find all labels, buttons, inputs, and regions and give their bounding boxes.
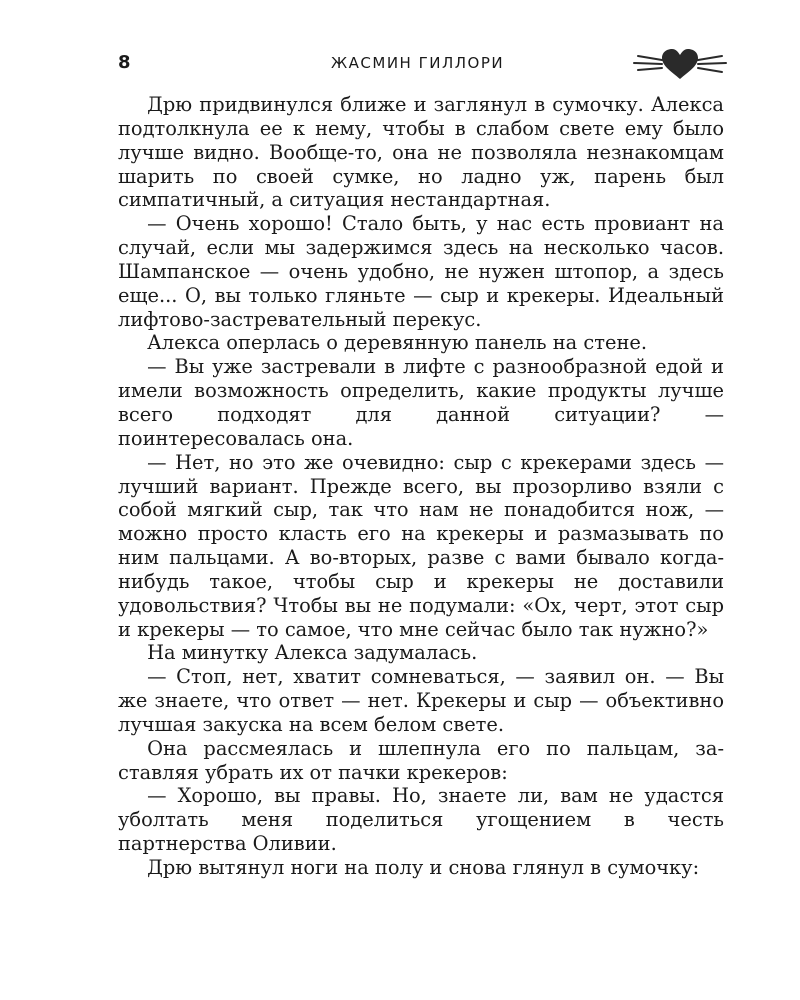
paragraph: Дрю вытянул ноги на полу и снова глянул в сумочку: — [147, 856, 700, 879]
paragraph: — Вы уже застревали в лифте с разнообразной едой и имели возможность определить, какие продукты лучше всего подходят для данной ситуации? — поинтересовалась она. — [118, 355, 724, 450]
paragraph: Алекса оперлась о деревянную панель на стене. — [147, 331, 648, 355]
page-number: 8 — [118, 52, 131, 73]
paragraph: — Нет, но это же очевидно: сыр с крекерами здесь — лучший вариант. Прежде всего, вы прозорливо взяли с собой мягкий сыр, так что нам не понадобится нож, — можно просто класть его на крекеры и размазывать по ним пальцами. А во-вторых, разве с вами бывало когда-нибудь такое, чтобы сыр и крекеры не доставили удовольствия? Чтобы вы не подумали: «Ох, черт, этот сыр и крекеры — то самое, что мне сейчас было так нужно?» — [118, 450, 724, 641]
text-body — [118, 93, 724, 880]
paragraph: На минутку Алекса задумалась. — [147, 641, 478, 665]
paragraph: Дрю придвинулся ближе и заглянул в сумочку. Алекса подтолкнула ее к нему, чтобы в слабом свете ему было лучше видно. Вообще-то, она не позволяла незнакомцам шарить по своей сумке, но ладно уж, парень был симпатичный, а ситуация нестандартная. — [118, 93, 724, 212]
paragraph: Она рассмеялась и шлепнула его по пальцам, заставляя убрать их от пачки крекеров: — [118, 736, 724, 784]
paragraph: — Стоп, нет, хватит сомневаться, — заявил он. — Вы же знаете, что ответ — нет. Крекеры и сыр — объективно лучшая закуска на всем белом свете. — [118, 665, 724, 736]
running-head-author: ЖАСМИН ГИЛЛОРИ — [331, 54, 505, 72]
heart-with-lines-icon — [632, 46, 728, 86]
paragraph: — Хорошо, вы правы. Но, знаете ли, вам не удастся уболтать меня поделиться угощением в честь партнерства Оливии. — [118, 784, 724, 856]
paragraph: — Очень хорошо! Стало быть, у нас есть провиант на случай, если мы задержимся здесь на несколько часов. Шампанское — очень удобно, не нужен штопор, а здесь еще... О, вы только гляньте — сыр и крекеры. Идеальный лифтово-застревательный перекус. — [118, 212, 724, 331]
page-header — [116, 46, 726, 82]
